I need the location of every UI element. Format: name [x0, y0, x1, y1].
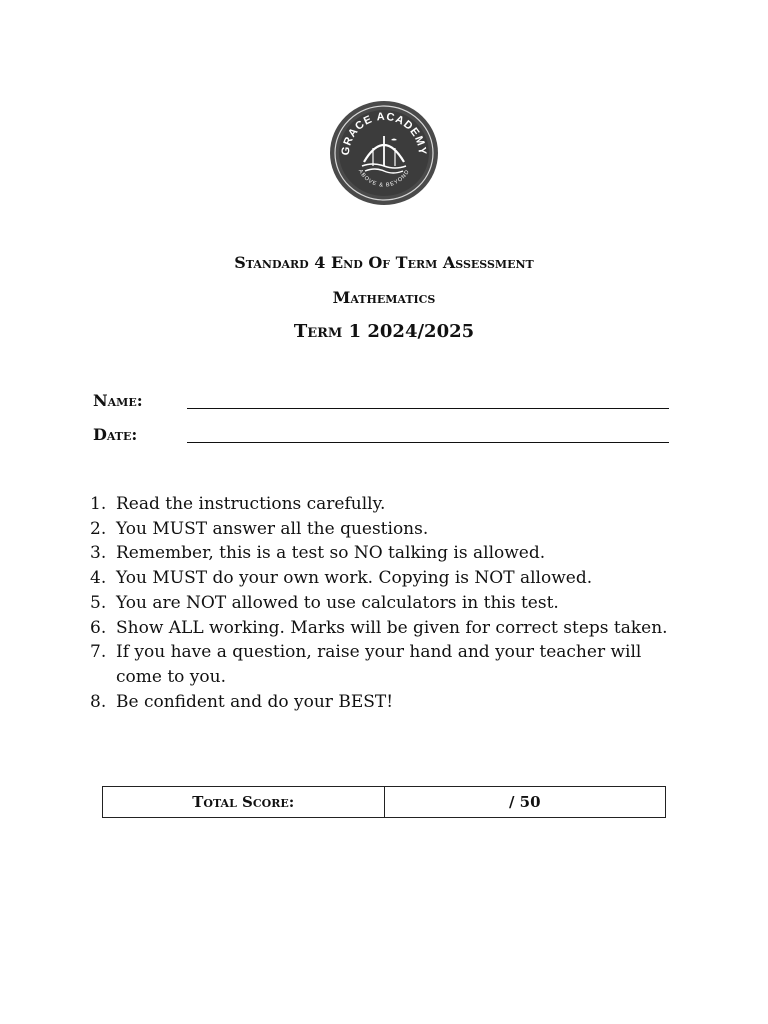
item-number: 8. — [90, 691, 107, 712]
item-text: You MUST answer all the questions. — [116, 518, 429, 539]
name-field[interactable] — [187, 408, 669, 409]
item-text: If you have a question, raise your hand and your teacher will come to you. — [116, 642, 642, 687]
name-label: Name: — [93, 391, 143, 410]
list-item — [90, 690, 690, 715]
item-text: You MUST do your own work. Copying is NOT allowed. — [116, 568, 593, 589]
date-field[interactable] — [187, 442, 669, 443]
list-item — [90, 591, 690, 616]
item-number: 7. — [90, 642, 107, 663]
item-number: 2. — [90, 518, 107, 539]
assessment-title: Standard 4 End Of Term Assessment — [234, 253, 534, 272]
list-item — [90, 517, 690, 542]
item-text: Remember, this is a test so NO talking is allowed. — [116, 543, 546, 564]
term-title: Term 1 2024/2025 — [293, 321, 475, 342]
item-text: Be confident and do your BEST! — [116, 691, 394, 712]
total-score-value: / 50 — [508, 793, 541, 811]
school-crest-icon — [329, 100, 439, 206]
item-number: 3. — [90, 543, 107, 564]
list-item — [90, 566, 690, 591]
instructions-list — [90, 492, 690, 714]
item-number: 6. — [90, 617, 107, 638]
item-number: 4. — [90, 568, 107, 589]
item-text: Show ALL working. Marks will be given for correct steps taken. — [116, 617, 668, 638]
score-table — [102, 786, 666, 818]
item-text: Read the instructions carefully. — [116, 494, 386, 514]
item-number: 5. — [90, 592, 107, 613]
item-number: 1. — [90, 494, 107, 514]
list-item — [90, 640, 690, 689]
date-label: Date: — [93, 425, 138, 444]
total-score-label: Total Score: — [103, 787, 385, 817]
logo-name: GRACE ACADEMY — [339, 110, 429, 157]
list-item — [90, 616, 690, 641]
item-text: You are NOT allowed to use calculators in this test. — [116, 592, 559, 613]
logo-motto: ABOVE & BEYOND — [356, 168, 412, 189]
list-item — [90, 492, 690, 517]
subject-title: Mathematics — [332, 288, 436, 307]
list-item — [90, 541, 690, 566]
